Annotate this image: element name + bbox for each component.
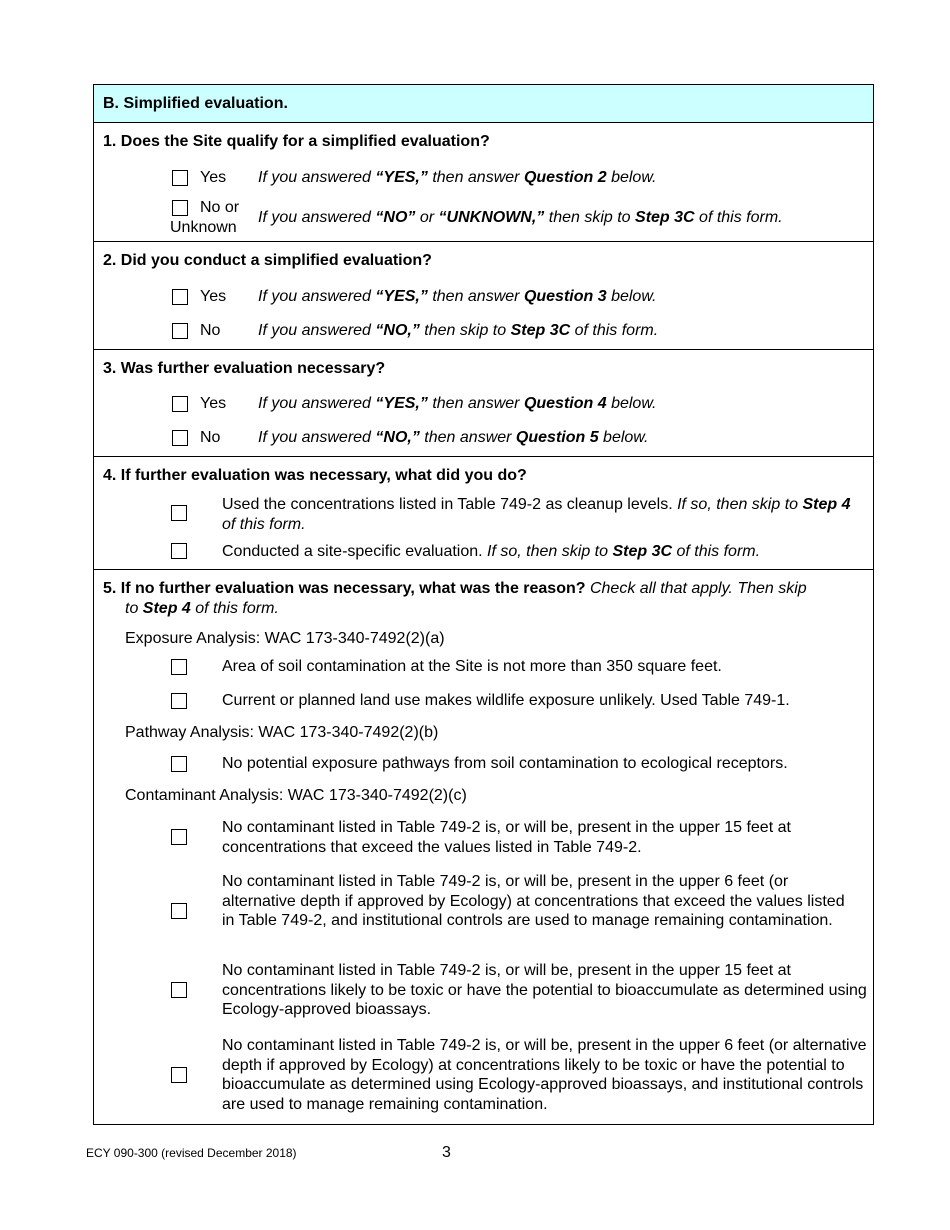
q2-no-label: No — [200, 322, 221, 339]
q1-no-instruction: If you answered “NO” or “UNKNOWN,” then skip to Step 3C of this form. — [258, 209, 783, 226]
contaminant-item-1-checkbox[interactable] — [171, 829, 187, 845]
q3-yes-checkbox[interactable] — [172, 396, 188, 412]
question-2: 2. Did you conduct a simplified evaluation? — [103, 252, 432, 269]
divider — [94, 241, 873, 242]
contaminant-item-4-checkbox[interactable] — [171, 1067, 187, 1083]
contaminant-item-2-checkbox[interactable] — [171, 903, 187, 919]
q4-option-1-checkbox[interactable] — [171, 505, 187, 521]
contaminant-item-3-text: No contaminant listed in Table 749-2 is, or will be, present in the upper 15 feet at concentrations likely to be toxic or have the potential to bioaccumulate as determined using Ecology-approved bioassays. — [222, 962, 867, 1018]
q1-no-unknown-checkbox[interactable] — [172, 200, 188, 216]
divider — [94, 349, 873, 350]
q1-no-label-line2: Unknown — [170, 219, 237, 236]
pathway-analysis-heading: Pathway Analysis: WAC 173-340-7492(2)(b) — [125, 724, 439, 741]
question-1: 1. Does the Site qualify for a simplified evaluation? — [103, 133, 490, 150]
exposure-item-1-checkbox[interactable] — [171, 659, 187, 675]
contaminant-analysis-heading: Contaminant Analysis: WAC 173-340-7492(2)(c) — [125, 787, 467, 804]
q3-no-label: No — [200, 429, 221, 446]
q4-option-1-text: Used the concentrations listed in Table 749-2 as cleanup levels. If so, then skip to Step 4 of this form. — [222, 496, 851, 533]
section-title: B. Simplified evaluation. — [103, 95, 288, 112]
exposure-item-2-text: Current or planned land use makes wildlife exposure unlikely. Used Table 749-1. — [222, 692, 790, 709]
q3-no-instruction: If you answered “NO,” then answer Question 5 below. — [258, 429, 649, 446]
pathway-item-1-checkbox[interactable] — [171, 756, 187, 772]
contaminant-item-3-checkbox[interactable] — [171, 982, 187, 998]
exposure-item-1-text: Area of soil contamination at the Site is not more than 350 square feet. — [222, 658, 722, 675]
contaminant-item-4-text: No contaminant listed in Table 749-2 is, or will be, present in the upper 6 feet (or alternative depth if approved by Ecology) at concentrations likely to be toxic or have the potential to bioaccumulate as determined using Ecology-approved bioassays, and institutional controls are used to manage remaining contamination. — [222, 1037, 867, 1113]
divider — [94, 569, 873, 570]
question-3: 3. Was further evaluation necessary? — [103, 360, 386, 377]
q1-yes-checkbox[interactable] — [172, 170, 188, 186]
q1-no-label-line1: No or — [200, 199, 240, 216]
page-number: 3 — [442, 1144, 451, 1161]
q2-no-instruction: If you answered “NO,” then skip to Step 3C of this form. — [258, 322, 659, 339]
contaminant-item-2-text: No contaminant listed in Table 749-2 is, or will be, present in the upper 6 feet (or alternative depth if approved by Ecology) at concentrations that exceed the values listed in Table 749-2, and institutional controls are used to manage remaining contamination. — [222, 873, 845, 929]
pathway-item-1-text: No potential exposure pathways from soil contamination to ecological receptors. — [222, 755, 788, 772]
q2-yes-instruction: If you answered “YES,” then answer Question 3 below. — [258, 288, 657, 305]
q1-yes-instruction: If you answered “YES,” then answer Question 2 below. — [258, 169, 657, 186]
section-b-header — [94, 85, 873, 123]
q1-yes-label: Yes — [200, 169, 227, 186]
q2-no-checkbox[interactable] — [172, 323, 188, 339]
q2-yes-label: Yes — [200, 288, 227, 305]
exposure-item-2-checkbox[interactable] — [171, 693, 187, 709]
question-5: 5. If no further evaluation was necessary, what was the reason? Check all that apply. Then skip — [103, 580, 807, 597]
question-5-instruction-cont: to Step 4 of this form. — [125, 600, 279, 617]
q4-option-2-text: Conducted a site-specific evaluation. If so, then skip to Step 3C of this form. — [222, 543, 761, 560]
simplified-evaluation-form — [93, 84, 874, 1125]
q3-no-checkbox[interactable] — [172, 430, 188, 446]
contaminant-item-1-text: No contaminant listed in Table 749-2 is, or will be, present in the upper 15 feet at concentrations that exceed the values listed in Table 749-2. — [222, 819, 791, 856]
form-id-footer: ECY 090-300 (revised December 2018) — [86, 1146, 297, 1160]
q3-yes-instruction: If you answered “YES,” then answer Question 4 below. — [258, 395, 657, 412]
question-4: 4. If further evaluation was necessary, what did you do? — [103, 467, 527, 484]
divider — [94, 456, 873, 457]
q4-option-2-checkbox[interactable] — [171, 543, 187, 559]
q3-yes-label: Yes — [200, 395, 227, 412]
exposure-analysis-heading: Exposure Analysis: WAC 173-340-7492(2)(a) — [125, 630, 445, 647]
q2-yes-checkbox[interactable] — [172, 289, 188, 305]
